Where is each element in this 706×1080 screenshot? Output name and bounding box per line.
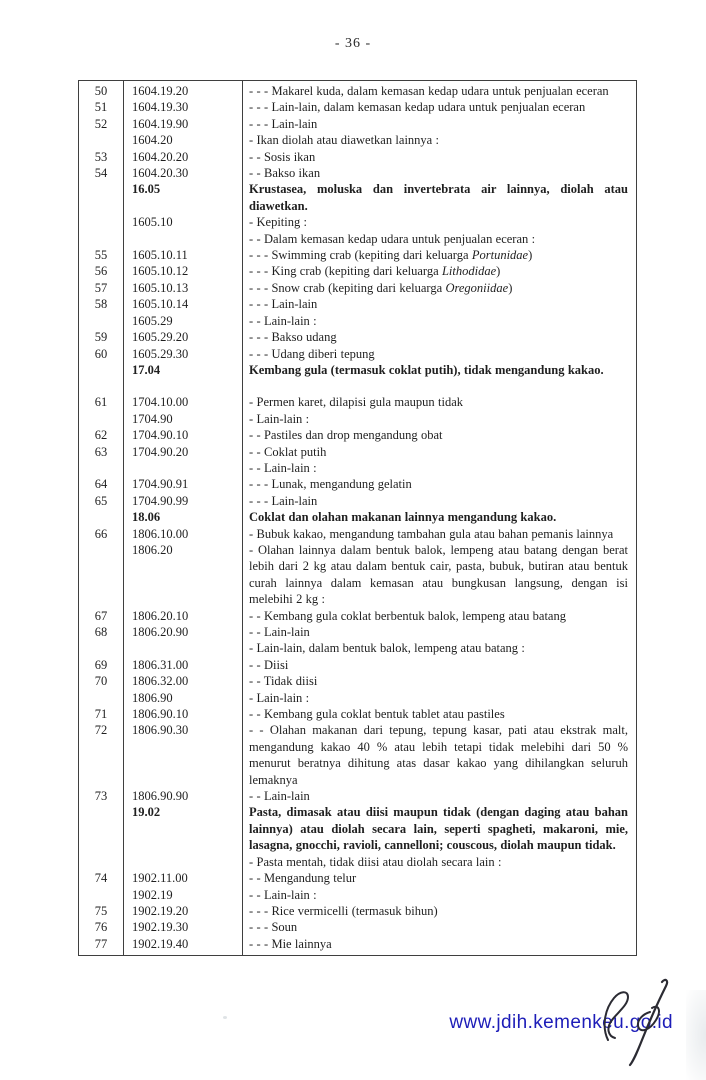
cell-row-number: 71 — [79, 706, 124, 722]
table-row — [79, 608, 637, 624]
cell-row-number: 58 — [79, 296, 124, 312]
table-row — [79, 690, 637, 706]
table-row — [79, 329, 637, 345]
table-row — [79, 903, 637, 919]
cell-description: - Lain-lain : — [249, 690, 310, 705]
cell-hs-code: 1605.29.20 — [124, 329, 243, 345]
cell-row-number: 69 — [79, 657, 124, 673]
table-row — [79, 280, 637, 296]
table-row — [79, 854, 637, 870]
table-row — [79, 346, 637, 362]
table-row — [79, 936, 637, 956]
table-row — [79, 887, 637, 903]
cell-hs-code: 1704.90.99 — [124, 493, 243, 509]
cell-hs-code: 1902.19.30 — [124, 919, 243, 935]
cell-row-number: 61 — [79, 394, 124, 410]
cell-row-number: 51 — [79, 99, 124, 115]
cell-description: - - Coklat putih — [249, 444, 327, 459]
table-row — [79, 624, 637, 640]
cell-hs-code: 1806.10.00 — [124, 526, 243, 542]
table-row — [79, 313, 637, 329]
cell-description: Kembang gula (termasuk coklat putih), tidak mengandung kakao. — [249, 362, 604, 377]
cell-hs-code: 1605.10.11 — [124, 247, 243, 263]
cell-hs-code: 1806.31.00 — [124, 657, 243, 673]
cell-hs-code: 1604.19.20 — [124, 81, 243, 100]
cell-hs-code — [124, 231, 243, 247]
table-row — [79, 247, 637, 263]
cell-description: - - Lain-lain — [249, 789, 310, 804]
cell-row-number: 65 — [79, 493, 124, 509]
cell-hs-code: 1902.11.00 — [124, 870, 243, 886]
cell-description: - Ikan diolah atau diawetkan lainnya : — [249, 133, 440, 148]
cell-hs-code: 1704.90.20 — [124, 444, 243, 460]
cell-hs-code: 17.04 — [124, 362, 243, 378]
table-row — [79, 411, 637, 427]
table-row — [79, 81, 637, 100]
table-row — [79, 706, 637, 722]
cell-description: - - - King crab (kepiting dari keluarga Lithodidae) — [249, 264, 501, 279]
cell-row-number: 54 — [79, 165, 124, 181]
cell-description: - - Diisi — [249, 657, 289, 672]
cell-hs-code: 1806.90 — [124, 690, 243, 706]
table-row — [79, 214, 637, 230]
cell-row-number — [79, 313, 124, 329]
cell-row-number — [79, 231, 124, 247]
cell-description: - - - Lunak, mengandung gelatin — [249, 477, 412, 492]
table-row — [79, 394, 637, 410]
table-row — [79, 919, 637, 935]
cell-row-number: 73 — [79, 788, 124, 804]
cell-row-number: 53 — [79, 149, 124, 165]
table-row — [79, 526, 637, 542]
table-row — [79, 99, 637, 115]
cell-row-number — [79, 181, 124, 214]
cell-description: - Bubuk kakao, mengandung tambahan gula atau bahan pemanis lainnya — [249, 526, 614, 541]
table-spacer-row — [79, 378, 637, 394]
cell-row-number — [79, 887, 124, 903]
cell-hs-code: 1806.20.90 — [124, 624, 243, 640]
hs-code-table-body — [79, 81, 637, 956]
cell-row-number: 74 — [79, 870, 124, 886]
cell-description: - Lain-lain : — [249, 411, 310, 426]
cell-hs-code: 1806.32.00 — [124, 673, 243, 689]
cell-hs-code — [124, 854, 243, 870]
cell-row-number: 62 — [79, 427, 124, 443]
cell-hs-code: 1605.10.13 — [124, 280, 243, 296]
cell-description: - - Kembang gula coklat berbentuk balok, lempeng atau batang — [249, 608, 566, 623]
cell-row-number — [79, 460, 124, 476]
jdih-watermark-link[interactable]: www.jdih.kemenkeu.go.id — [449, 1012, 673, 1033]
cell-description: - Olahan lainnya dalam bentuk balok, lempeng atau batang dengan berat lebih dari 2 kg atau dalam bentuk cair, pasta, bubuk, butiran atau bentuk curah lainnya dalam kemasan atau bungkusan langsung, dengan isi melebihi 2 kg : — [249, 542, 628, 607]
cell-row-number: 68 — [79, 624, 124, 640]
cell-description: - - Mengandung telur — [249, 871, 357, 886]
cell-row-number — [79, 542, 124, 608]
cell-row-number: 77 — [79, 936, 124, 956]
cell-description: Krustasea, moluska dan invertebrata air lainnya, diolah atau diawetkan. — [249, 182, 628, 213]
cell-description: - - Sosis ikan — [249, 149, 316, 164]
table-row — [79, 263, 637, 279]
cell-hs-code — [124, 460, 243, 476]
cell-row-number: 66 — [79, 526, 124, 542]
cell-hs-code: 1605.10.12 — [124, 263, 243, 279]
cell-hs-code: 1806.90.90 — [124, 788, 243, 804]
table-row — [79, 476, 637, 492]
table-row — [79, 657, 637, 673]
cell-row-number — [79, 640, 124, 656]
cell-hs-code: 1604.19.90 — [124, 116, 243, 132]
cell-description: - Lain-lain, dalam bentuk balok, lempeng atau batang : — [249, 641, 525, 656]
cell-row-number — [79, 411, 124, 427]
hs-code-table — [78, 80, 637, 956]
scan-artifact-dot — [223, 1016, 227, 1019]
table-row — [79, 116, 637, 132]
table-row — [79, 165, 637, 181]
cell-hs-code: 1604.19.30 — [124, 99, 243, 115]
table-row — [79, 460, 637, 476]
cell-row-number: 63 — [79, 444, 124, 460]
table-row — [79, 640, 637, 656]
cell-row-number — [79, 362, 124, 378]
table-row — [79, 181, 637, 214]
table-row — [79, 673, 637, 689]
cell-description: - - - Rice vermicelli (termasuk bihun) — [249, 903, 438, 918]
table-row — [79, 542, 637, 608]
cell-hs-code — [124, 640, 243, 656]
table-row — [79, 509, 637, 525]
cell-hs-code: 1604.20.20 — [124, 149, 243, 165]
table-row — [79, 444, 637, 460]
table-row — [79, 132, 637, 148]
cell-description: Pasta, dimasak atau diisi maupun tidak (dengan daging atau bahan lainnya) atau diolah secara lain, seperti spagheti, makaroni, mie, lasagna, gnocchi, ravioli, cannelloni; couscous, diolah maupun tidak. — [249, 805, 628, 853]
cell-row-number: 57 — [79, 280, 124, 296]
table-row — [79, 493, 637, 509]
cell-row-number: 64 — [79, 476, 124, 492]
cell-hs-code: 1902.19.40 — [124, 936, 243, 956]
table-row — [79, 362, 637, 378]
cell-row-number — [79, 690, 124, 706]
cell-row-number: 67 — [79, 608, 124, 624]
cell-hs-code: 1704.90.10 — [124, 427, 243, 443]
cell-row-number — [79, 854, 124, 870]
cell-hs-code: 1806.20 — [124, 542, 243, 608]
cell-row-number: 60 — [79, 346, 124, 362]
cell-description: - - Lain-lain : — [249, 887, 317, 902]
cell-hs-code: 18.06 — [124, 509, 243, 525]
table-row — [79, 870, 637, 886]
cell-row-number: 76 — [79, 919, 124, 935]
cell-hs-code: 1605.10.14 — [124, 296, 243, 312]
cell-hs-code — [124, 378, 243, 394]
cell-row-number — [79, 214, 124, 230]
table-row — [79, 427, 637, 443]
table-row — [79, 231, 637, 247]
cell-description: - - Lain-lain : — [249, 313, 317, 328]
cell-row-number: 72 — [79, 722, 124, 788]
cell-hs-code: 1704.10.00 — [124, 394, 243, 410]
cell-description: - - Pastiles dan drop mengandung obat — [249, 428, 443, 443]
cell-hs-code: 1604.20.30 — [124, 165, 243, 181]
cell-row-number: 56 — [79, 263, 124, 279]
cell-row-number: 55 — [79, 247, 124, 263]
signature-scribble — [588, 968, 684, 1074]
cell-hs-code: 1605.29 — [124, 313, 243, 329]
page-edge-shadow — [686, 990, 706, 1080]
table-row — [79, 804, 637, 853]
cell-hs-code: 16.05 — [124, 181, 243, 214]
cell-row-number: 50 — [79, 81, 124, 100]
cell-row-number — [79, 132, 124, 148]
cell-description: - - - Snow crab (kepiting dari keluarga Oregoniidae) — [249, 280, 513, 295]
table-row — [79, 296, 637, 312]
cell-description: - - Bakso ikan — [249, 166, 321, 181]
cell-description: - - - Lain-lain — [249, 297, 318, 312]
cell-description: - - - Lain-lain, dalam kemasan kedap udara untuk penjualan eceran — [249, 100, 586, 115]
table-row — [79, 722, 637, 788]
cell-row-number: 75 — [79, 903, 124, 919]
cell-hs-code: 1605.10 — [124, 214, 243, 230]
cell-description: - - - Swimming crab (kepiting dari keluarga Portunidae) — [249, 248, 533, 263]
cell-row-number — [79, 509, 124, 525]
cell-description — [243, 378, 637, 394]
cell-description: - Pasta mentah, tidak diisi atau diolah secara lain : — [249, 854, 502, 869]
cell-row-number: 52 — [79, 116, 124, 132]
cell-description: - - Olahan makanan dari tepung, tepung kasar, pati atau ekstrak malt, mengandung kakao 40 % atau lebih tetapi tidak melebihi dari 50 % menurut beratnya dihitung atas dasar kakao yang dihilangkan seluruh lemaknya — [249, 723, 628, 787]
cell-description: - - - Udang diberi tepung — [249, 346, 375, 361]
cell-description: - - Dalam kemasan kedap udara untuk penjualan eceran : — [249, 231, 536, 246]
cell-hs-code: 1902.19.20 — [124, 903, 243, 919]
cell-description: - Kepiting : — [249, 215, 308, 230]
cell-description: - - - Mie lainnya — [249, 936, 332, 951]
table-row — [79, 788, 637, 804]
cell-hs-code: 1604.20 — [124, 132, 243, 148]
cell-description: - - - Bakso udang — [249, 330, 337, 345]
cell-description: - - Lain-lain — [249, 625, 310, 639]
cell-description: - - Lain-lain : — [249, 460, 317, 475]
cell-description: - - Tidak diisi — [249, 674, 318, 689]
table-row — [79, 149, 637, 165]
cell-row-number: 59 — [79, 329, 124, 345]
cell-hs-code: 1806.90.10 — [124, 706, 243, 722]
cell-description: - - - Soun — [249, 920, 298, 935]
cell-row-number: 70 — [79, 673, 124, 689]
cell-description: - - - Lain-lain — [249, 116, 318, 131]
cell-description: Coklat dan olahan makanan lainnya mengandung kakao. — [249, 510, 557, 525]
cell-hs-code: 1806.20.10 — [124, 608, 243, 624]
cell-hs-code: 1704.90 — [124, 411, 243, 427]
cell-description: - - - Lain-lain — [249, 493, 318, 508]
cell-row-number — [79, 378, 124, 394]
cell-row-number — [79, 804, 124, 853]
cell-description: - Permen karet, dilapisi gula maupun tidak — [249, 395, 463, 410]
cell-hs-code: 1605.29.30 — [124, 346, 243, 362]
cell-hs-code: 1704.90.91 — [124, 476, 243, 492]
cell-hs-code: 19.02 — [124, 804, 243, 853]
cell-description: - - Kembang gula coklat bentuk tablet atau pastiles — [249, 707, 505, 722]
cell-description: - - - Makarel kuda, dalam kemasan kedap udara untuk penjualan eceran — [249, 84, 609, 98]
cell-hs-code: 1902.19 — [124, 887, 243, 903]
cell-hs-code: 1806.90.30 — [124, 722, 243, 788]
page-number: - 36 - — [334, 36, 372, 51]
